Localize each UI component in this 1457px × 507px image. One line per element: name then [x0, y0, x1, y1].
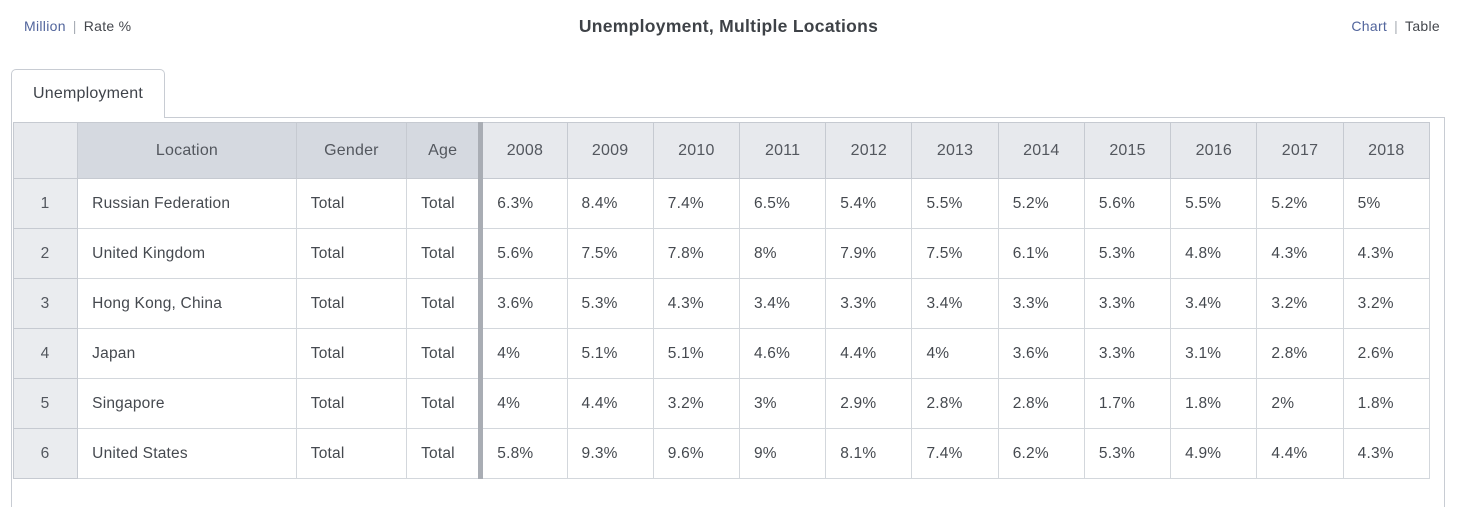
value-cell: 6.2% — [998, 429, 1084, 479]
row-number-cell: 2 — [14, 229, 78, 279]
value-cell: 4.4% — [1257, 429, 1343, 479]
header-row — [14, 123, 1430, 179]
value-cell: 8% — [739, 229, 825, 279]
value-cell: 2.6% — [1343, 329, 1429, 379]
value-cell: 7.4% — [653, 179, 739, 229]
value-cell: 8.1% — [826, 429, 912, 479]
value-cell: 3.3% — [1084, 279, 1170, 329]
age-cell: Total — [407, 179, 481, 229]
table-row — [14, 379, 1430, 429]
value-cell: 3.3% — [826, 279, 912, 329]
value-cell: 3.2% — [1343, 279, 1429, 329]
value-cell: 7.5% — [912, 229, 998, 279]
value-cell: 4.3% — [1343, 429, 1429, 479]
unit-option-million[interactable]: Million — [24, 18, 66, 34]
value-cell: 7.5% — [567, 229, 653, 279]
separator: | — [72, 18, 77, 34]
value-cell: 5.2% — [1257, 179, 1343, 229]
age-cell: Total — [407, 229, 481, 279]
value-cell: 3.6% — [481, 279, 567, 329]
row-number-cell: 6 — [14, 429, 78, 479]
age-cell: Total — [407, 379, 481, 429]
age-cell: Total — [407, 329, 481, 379]
value-cell: 3.3% — [1084, 329, 1170, 379]
value-cell: 4.3% — [1257, 229, 1343, 279]
value-cell: 9.3% — [567, 429, 653, 479]
value-cell: 5.5% — [912, 179, 998, 229]
separator: | — [1394, 18, 1399, 34]
value-cell: 3.6% — [998, 329, 1084, 379]
value-cell: 5.1% — [653, 329, 739, 379]
value-cell: 9% — [739, 429, 825, 479]
value-cell: 7.8% — [653, 229, 739, 279]
value-cell: 3.4% — [739, 279, 825, 329]
value-cell: 3.2% — [653, 379, 739, 429]
location-cell: Singapore — [78, 379, 297, 429]
value-cell: 3.1% — [1171, 329, 1257, 379]
value-cell: 5.5% — [1171, 179, 1257, 229]
row-number-cell: 5 — [14, 379, 78, 429]
column-header-gender: Gender — [296, 123, 406, 179]
value-cell: 3.4% — [912, 279, 998, 329]
gender-cell: Total — [296, 229, 406, 279]
top-bar — [0, 0, 1457, 69]
gender-cell: Total — [296, 179, 406, 229]
value-cell: 5.3% — [1084, 429, 1170, 479]
value-cell: 4.3% — [1343, 229, 1429, 279]
column-header-index — [14, 123, 78, 179]
location-cell: United States — [78, 429, 297, 479]
table-row — [14, 229, 1430, 279]
value-cell: 5.6% — [1084, 179, 1170, 229]
value-cell: 5.3% — [1084, 229, 1170, 279]
value-cell: 3% — [739, 379, 825, 429]
column-header-year: 2011 — [739, 123, 825, 179]
value-cell: 4.6% — [739, 329, 825, 379]
value-cell: 6.1% — [998, 229, 1084, 279]
location-cell: United Kingdom — [78, 229, 297, 279]
gender-cell: Total — [296, 429, 406, 479]
value-cell: 2.8% — [912, 379, 998, 429]
value-cell: 5.1% — [567, 329, 653, 379]
value-cell: 5.4% — [826, 179, 912, 229]
column-header-year: 2017 — [1257, 123, 1343, 179]
age-cell: Total — [407, 279, 481, 329]
age-cell: Total — [407, 429, 481, 479]
table-row — [14, 329, 1430, 379]
column-header-year: 2010 — [653, 123, 739, 179]
row-number-cell: 3 — [14, 279, 78, 329]
column-header-year: 2009 — [567, 123, 653, 179]
value-cell: 6.5% — [739, 179, 825, 229]
column-header-year: 2018 — [1343, 123, 1429, 179]
column-header-year: 2008 — [481, 123, 567, 179]
value-cell: 2.9% — [826, 379, 912, 429]
value-cell: 3.2% — [1257, 279, 1343, 329]
column-header-year: 2013 — [912, 123, 998, 179]
value-cell: 3.3% — [998, 279, 1084, 329]
gender-cell: Total — [296, 379, 406, 429]
value-cell: 2.8% — [1257, 329, 1343, 379]
value-cell: 3.4% — [1171, 279, 1257, 329]
value-cell: 4% — [481, 379, 567, 429]
gender-cell: Total — [296, 329, 406, 379]
value-cell: 4.4% — [567, 379, 653, 429]
table-row — [14, 279, 1430, 329]
value-cell: 5.8% — [481, 429, 567, 479]
table-row — [14, 429, 1430, 479]
tab-unemployment[interactable]: Unemployment — [11, 69, 165, 118]
value-cell: 9.6% — [653, 429, 739, 479]
column-header-age: Age — [407, 123, 481, 179]
value-cell: 4.8% — [1171, 229, 1257, 279]
gender-cell: Total — [296, 279, 406, 329]
value-cell: 5% — [1343, 179, 1429, 229]
column-header-year: 2016 — [1171, 123, 1257, 179]
view-option-table[interactable]: Table — [1405, 18, 1440, 34]
table-row — [14, 179, 1430, 229]
value-cell: 5.2% — [998, 179, 1084, 229]
location-cell: Hong Kong, China — [78, 279, 297, 329]
content-panel — [11, 117, 1445, 507]
value-cell: 1.7% — [1084, 379, 1170, 429]
column-header-year: 2012 — [826, 123, 912, 179]
value-cell: 8.4% — [567, 179, 653, 229]
value-cell: 4% — [481, 329, 567, 379]
location-cell: Russian Federation — [78, 179, 297, 229]
value-cell: 1.8% — [1343, 379, 1429, 429]
value-cell: 7.9% — [826, 229, 912, 279]
page-title: Unemployment, Multiple Locations — [578, 16, 879, 36]
location-cell: Japan — [78, 329, 297, 379]
data-table — [13, 122, 1430, 479]
value-cell: 5.3% — [567, 279, 653, 329]
view-option-chart[interactable]: Chart — [1351, 18, 1388, 34]
column-header-year: 2015 — [1084, 123, 1170, 179]
value-cell: 4.9% — [1171, 429, 1257, 479]
value-cell: 5.6% — [481, 229, 567, 279]
value-cell: 2.8% — [998, 379, 1084, 429]
view-toggle — [1351, 18, 1440, 34]
column-header-location: Location — [78, 123, 297, 179]
value-cell: 4.4% — [826, 329, 912, 379]
unit-option-rate-percent[interactable]: Rate % — [83, 18, 132, 34]
row-number-cell: 4 — [14, 329, 78, 379]
value-cell: 2% — [1257, 379, 1343, 429]
value-cell: 4% — [912, 329, 998, 379]
value-cell: 1.8% — [1171, 379, 1257, 429]
column-header-year: 2014 — [998, 123, 1084, 179]
value-cell: 6.3% — [481, 179, 567, 229]
value-cell: 7.4% — [912, 429, 998, 479]
value-cell: 4.3% — [653, 279, 739, 329]
row-number-cell: 1 — [14, 179, 78, 229]
